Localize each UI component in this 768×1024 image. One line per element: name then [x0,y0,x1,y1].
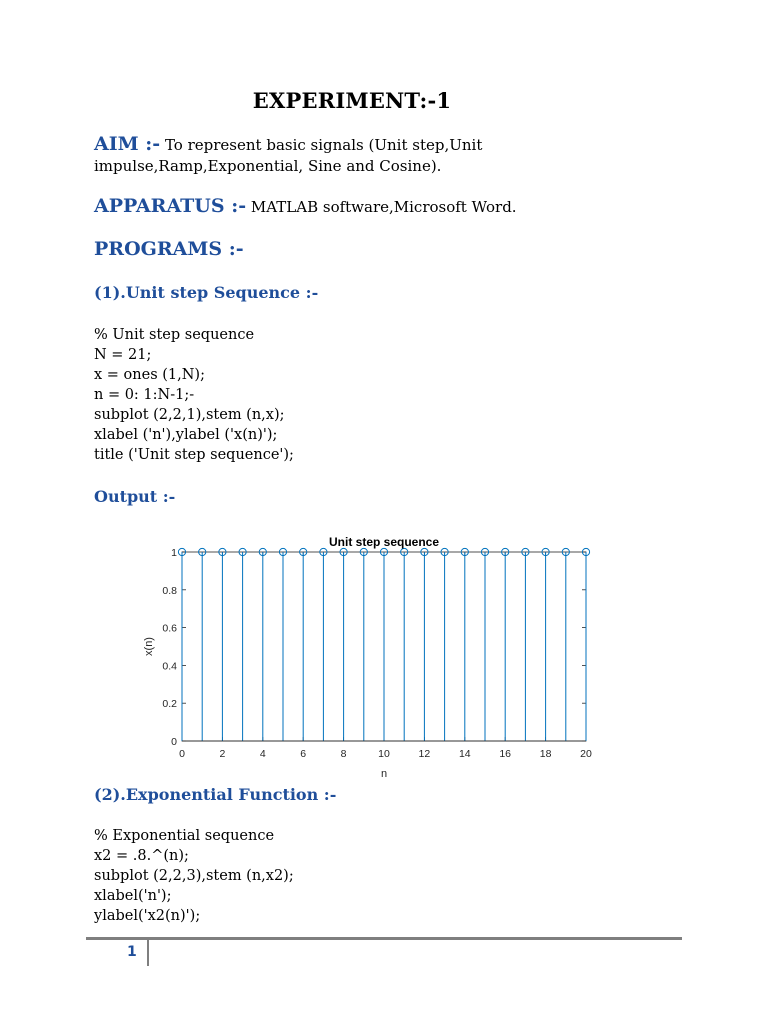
x-tick-label: 2 [219,748,226,760]
apparatus-paragraph [94,196,594,218]
code-line: % Exponential sequence [94,828,275,844]
x-tick-label: 12 [418,748,431,760]
code-line: n = 0: 1:N-1;- [94,387,195,403]
code-line: N = 21; [94,347,152,363]
page-number: 1 [127,944,137,960]
stem-chart-svg [140,530,610,780]
y-tick-label: 0.2 [162,698,177,711]
x-tick-label: 6 [300,748,307,760]
section1-code [94,325,294,465]
x-tick-label: 4 [259,748,266,760]
section1-heading: (1).Unit step Sequence :- [94,283,319,302]
x-tick-label: 10 [378,748,390,760]
y-tick-label: 0 [171,736,177,748]
aim-text-line2: impulse,Ramp,Exponential, Sine and Cosine). [94,157,442,175]
output-heading: Output :- [94,487,176,506]
code-line: title ('Unit step sequence'); [94,447,294,463]
code-line: subplot (2,2,1),stem (n,x); [94,407,285,423]
x-tick-label: 14 [458,748,471,760]
x-tick-label: 0 [179,748,185,760]
aim-label: AIM :- [94,133,161,155]
code-line: % Unit step sequence [94,327,255,343]
footer-vertical-bar [147,940,149,966]
stem-chart [140,530,610,780]
document-title: EXPERIMENT:-1 [252,88,452,113]
y-tick-label: 0.4 [162,660,177,673]
aim-paragraph [94,134,514,177]
code-line: subplot (2,2,3),stem (n,x2); [94,868,294,884]
x-axis-label: n [380,768,388,780]
apparatus-label: APPARATUS :- [94,195,247,217]
x-tick-label: 16 [499,748,512,760]
code-line: ylabel('x2(n)'); [94,908,201,924]
y-axis-label: x(n) [143,637,155,656]
apparatus-text: MATLAB software,Microsoft Word. [250,198,517,216]
x-tick-label: 18 [539,748,552,760]
y-tick-label: 0.6 [162,622,177,635]
code-line: xlabel('n'); [94,888,172,904]
chart-title: Unit step sequence [328,535,440,549]
footer-divider [86,937,682,940]
section2-heading: (2).Exponential Function :- [94,785,337,804]
code-line: x2 = .8.^(n); [94,848,189,864]
aim-text-line1: To represent basic signals (Unit step,Unit [164,136,483,154]
y-tick-label: 0.8 [162,584,177,597]
code-line: xlabel ('n'),ylabel ('x(n)'); [94,427,278,443]
programs-heading: PROGRAMS :- [94,238,244,260]
code-line: x = ones (1,N); [94,367,205,383]
x-tick-label: 20 [580,748,592,760]
x-tick-label: 8 [340,748,347,760]
y-tick-label: 1 [171,547,177,559]
section2-code [94,826,294,926]
